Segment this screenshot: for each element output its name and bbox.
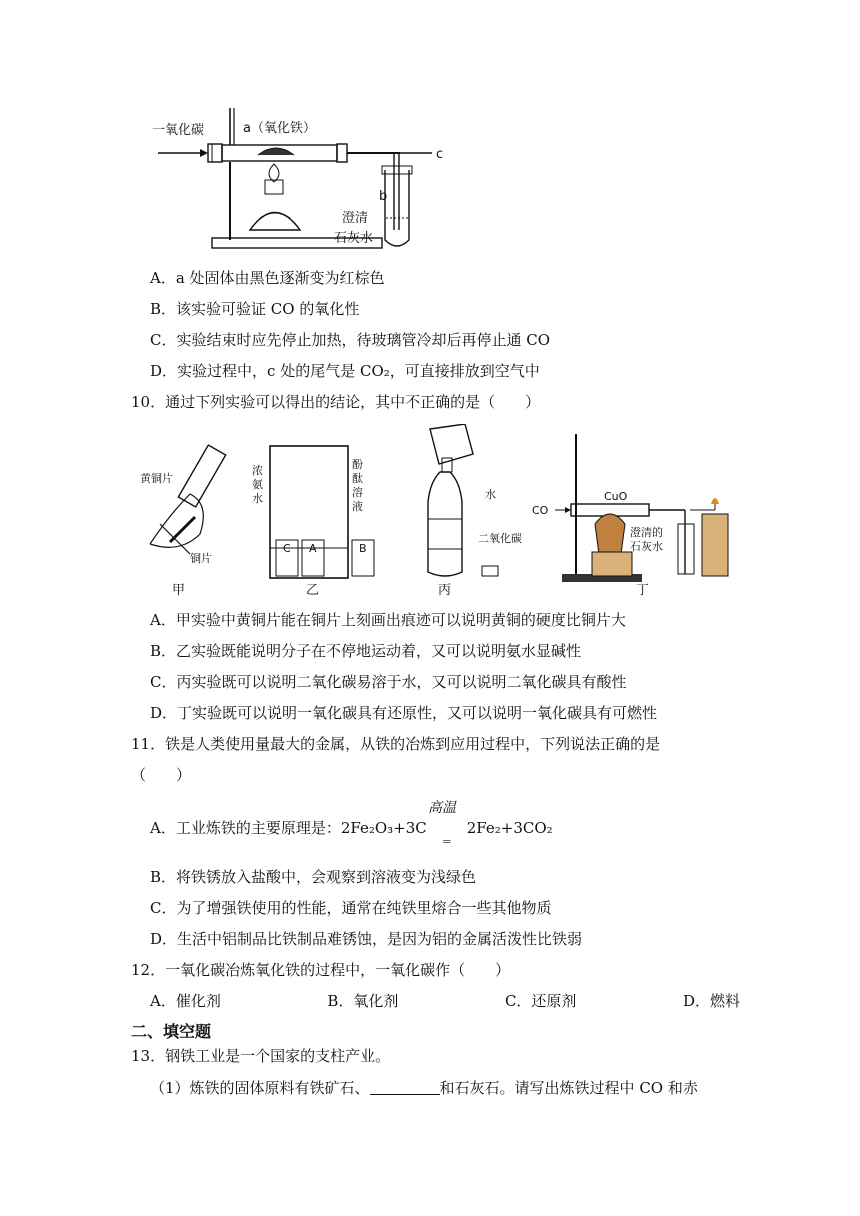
fig1-co-label: 一氧化碳	[152, 123, 205, 138]
bing-water-label: 水	[485, 488, 496, 501]
q9-option-d: D．实验过程中，c 处的尾气是 CO₂，可直接排放到空气中	[150, 362, 540, 380]
q9-option-c: C．实验结束时应先停止加热，待玻璃管冷却后再停止通 CO	[150, 331, 551, 349]
q13-sub1	[150, 1078, 698, 1098]
q11-option-d: D．生活中铝制品比铁制品难锈蚀，是因为铝的金属活泼性比铁弱	[150, 930, 583, 948]
q11-option-a-prefix: A．工业炼铁的主要原理是：	[150, 819, 341, 837]
fig1-lime-label-2: 石灰水	[334, 231, 374, 246]
yi-phen-2: 酞	[352, 472, 363, 485]
experiment-yi	[252, 446, 374, 598]
fig1-lime-label: 澄清	[342, 211, 369, 226]
yi-phen-1: 酚	[352, 458, 363, 471]
yi-ammonia-2: 氨	[252, 478, 263, 491]
yi-ammonia-1: 浓	[252, 464, 263, 477]
jia-brass-label: 黄铜片	[140, 472, 173, 485]
q13-sub1-prefix: （1）炼铁的固体原料有铁矿石、	[150, 1079, 370, 1097]
q11-condition: 高温	[428, 800, 456, 816]
q9-option-b: B．该实验可验证 CO 的氧化性	[150, 300, 360, 318]
jia-label: 甲	[172, 583, 186, 598]
q12-option-b: B．氧化剂	[327, 992, 399, 1010]
experiment-jia	[140, 445, 226, 598]
q10-option-b: B．乙实验既能说明分子在不停地运动着，又可以说明氨水显碱性	[150, 642, 582, 660]
experiment-bing	[428, 424, 522, 598]
section-heading: 二、填空题	[131, 1022, 212, 1041]
yi-beaker-b: B	[359, 542, 367, 555]
experiment-ding	[532, 434, 728, 598]
q12-option-d: D．燃料	[682, 992, 740, 1010]
yi-beaker-a: A	[309, 542, 317, 555]
fig1-c-label: c	[436, 147, 444, 162]
q11-stem-1: 11．铁是人类使用量最大的金属，从铁的冶炼到应用过程中，下列说法正确的是	[131, 735, 661, 753]
fig1-b-label: b	[379, 189, 388, 204]
q11-option-a	[150, 818, 553, 843]
q13-answer-blank[interactable]	[370, 1080, 440, 1095]
q10-experiments-figure	[130, 424, 740, 602]
q12-options	[150, 990, 740, 1011]
q11-stem-2: （ ）	[131, 766, 192, 784]
co-reduction-apparatus-figure	[150, 100, 450, 255]
q11-option-a-eq-left: 2Fe₂O₃+3C	[340, 819, 427, 837]
q10-option-c: C．丙实验既可以说明二氧化碳易溶于水，又可以说明二氧化碳具有酸性	[150, 673, 627, 691]
q11-option-b: B．将铁锈放入盐酸中，会观察到溶液变为浅绿色	[150, 868, 477, 886]
q12-stem: 12．一氧化碳冶炼氧化铁的过程中，一氧化碳作（ ）	[131, 961, 511, 979]
q13-stem: 13．钢铁工业是一个国家的支柱产业。	[131, 1047, 391, 1065]
ding-cuo-label: CuO	[604, 490, 628, 503]
ding-lime-label-2: 石灰水	[630, 540, 663, 553]
jia-copper-label: 铜片	[190, 552, 212, 565]
yi-phen-4: 液	[352, 500, 363, 513]
bing-label: 丙	[438, 583, 452, 598]
q11-option-a-eq-right: 2Fe₂+3CO₂	[466, 819, 553, 837]
ding-co-label: CO	[532, 504, 549, 517]
ding-lime-label-1: 澄清的	[630, 526, 663, 539]
q9-option-a: A．a 处固体由黑色逐渐变为红棕色	[150, 269, 385, 287]
q12-option-a: A．催化剂	[150, 992, 221, 1010]
q12-option-c: C．还原剂	[504, 992, 577, 1010]
q11-equals-mark: ‗	[443, 825, 451, 843]
yi-phen-3: 溶	[352, 486, 363, 499]
yi-ammonia-3: 水	[252, 492, 263, 505]
q13-sub1-suffix: 和石灰石。请写出炼铁过程中 CO 和赤	[439, 1079, 698, 1097]
q10-option-d: D．丁实验既可以说明一氧化碳具有还原性，又可以说明一氧化碳具有可燃性	[150, 704, 658, 722]
yi-label: 乙	[306, 583, 320, 598]
bing-co2-label: 二氧化碳	[478, 532, 522, 545]
q10-stem: 10．通过下列实验可以得出的结论，其中不正确的是（ ）	[131, 393, 541, 411]
ding-label: 丁	[636, 583, 650, 598]
yi-beaker-c: C	[283, 542, 291, 555]
q11-option-c: C．为了增强铁使用的性能，通常在纯铁里熔合一些其他物质	[150, 899, 552, 917]
fig1-a-label: a（氧化铁）	[243, 121, 316, 136]
q10-option-a: A．甲实验中黄铜片能在铜片上刻画出痕迹可以说明黄铜的硬度比铜片大	[150, 611, 626, 629]
